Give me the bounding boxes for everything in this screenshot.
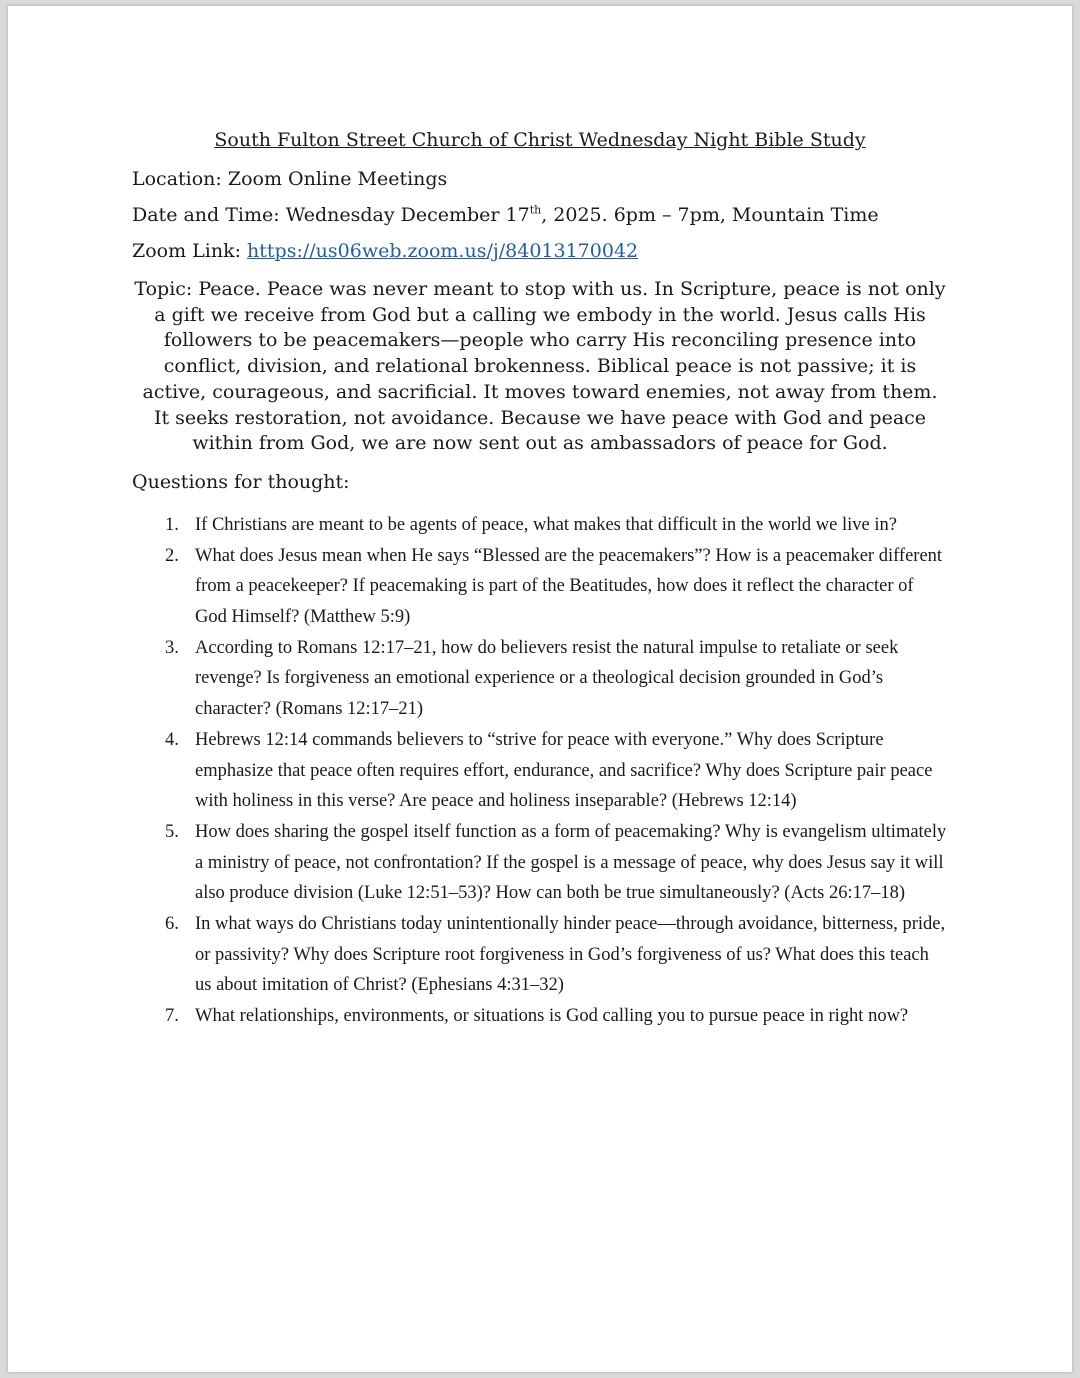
- questions-list: [132, 510, 948, 1032]
- location-value: Zoom Online Meetings: [227, 168, 448, 190]
- document-content: [132, 126, 948, 1032]
- datetime-label: Date and Time:: [132, 204, 280, 226]
- question-number: 3.: [165, 637, 179, 658]
- question-text: If Christians are meant to be agents of peace, what makes that difficult in the world we live in?: [195, 514, 897, 535]
- question-item: [132, 725, 948, 817]
- datetime-prefix: Wednesday December 17: [285, 204, 530, 226]
- question-item: [132, 1001, 948, 1032]
- datetime-rest: , 2025. 6pm – 7pm, Mountain Time: [541, 204, 879, 226]
- topic-paragraph: Topic: Peace. Peace was never meant to stop with us. In Scripture, peace is not only a gift we receive from God but a calling we embody in the world. Jesus calls His followers to be peacemakers—people who carry His reconciling presence into conflict, division, and relational brokenness. Biblical peace is not passive; it is active, courageous, and sacrificial. It moves toward enemies, not away from them. It seeks restoration, not avoidance. Because we have peace with God and peace within from God, we are now sent out as ambassadors of peace for God.: [134, 278, 946, 455]
- question-text: Hebrews 12:14 commands believers to “strive for peace with everyone.” Why does Scripture emphasize that peace often requires effort, endurance, and sacrifice? Why does Scripture pair peace with holiness in this verse? Are peace and holiness inseparable? (Hebrews 12:14): [195, 729, 933, 812]
- document-page: [8, 6, 1072, 1372]
- question-text: In what ways do Christians today unintentionally hinder peace—through avoidance, bitterness, pride, or passivity? Why does Scripture root forgiveness in God’s forgiveness of us? What does this teach us about imitation of Christ? (Ephesians 4:31–32): [195, 914, 946, 996]
- question-text: What does Jesus mean when He says “Blessed are the peacemakers”? How is a peacemaker different from a peacekeeper? If peacemaking is part of the Beatitudes, how does it reflect the character of God Himself? (Matthew 5:9): [195, 545, 943, 628]
- question-text: What relationships, environments, or situations is God calling you to pursue peace in right now?: [195, 1006, 909, 1027]
- question-number: 5.: [165, 821, 179, 842]
- questions-heading: Questions for thought:: [132, 470, 350, 493]
- document-title: South Fulton Street Church of Christ Wednesday Night Bible Study: [214, 129, 866, 151]
- question-number: 6.: [165, 914, 179, 935]
- datetime-ordinal-suffix: th: [529, 203, 542, 217]
- question-number: 4.: [165, 729, 179, 750]
- question-item: [132, 510, 948, 541]
- question-item: [132, 909, 948, 1001]
- zoom-link[interactable]: https://us06web.zoom.us/j/84013170042: [247, 240, 639, 262]
- datetime-line: [132, 203, 948, 227]
- question-number: 7.: [165, 1006, 179, 1027]
- question-item: [132, 817, 948, 909]
- zoom-line: [132, 239, 948, 263]
- location-label: Location:: [132, 168, 222, 190]
- location-line: [132, 167, 948, 191]
- question-text: According to Romans 12:17–21, how do believers resist the natural impulse to retaliate or seek revenge? Is forgiveness an emotional experience or a theological decision grounded in God’s character? (Romans 12:17–21): [195, 637, 899, 720]
- question-number: 2.: [165, 545, 179, 566]
- question-number: 1.: [165, 514, 179, 535]
- question-text: How does sharing the gospel itself function as a form of peacemaking? Why is evangelism ultimately a ministry of peace, not confrontation? If the gospel is a message of peace, why does Jesus say it will also produce division (Luke 12:51–53)? How can both be true simultaneously? (Acts 26:17–18): [195, 821, 947, 904]
- question-item: [132, 541, 948, 633]
- question-item: [132, 633, 948, 725]
- zoom-label: Zoom Link:: [132, 240, 241, 262]
